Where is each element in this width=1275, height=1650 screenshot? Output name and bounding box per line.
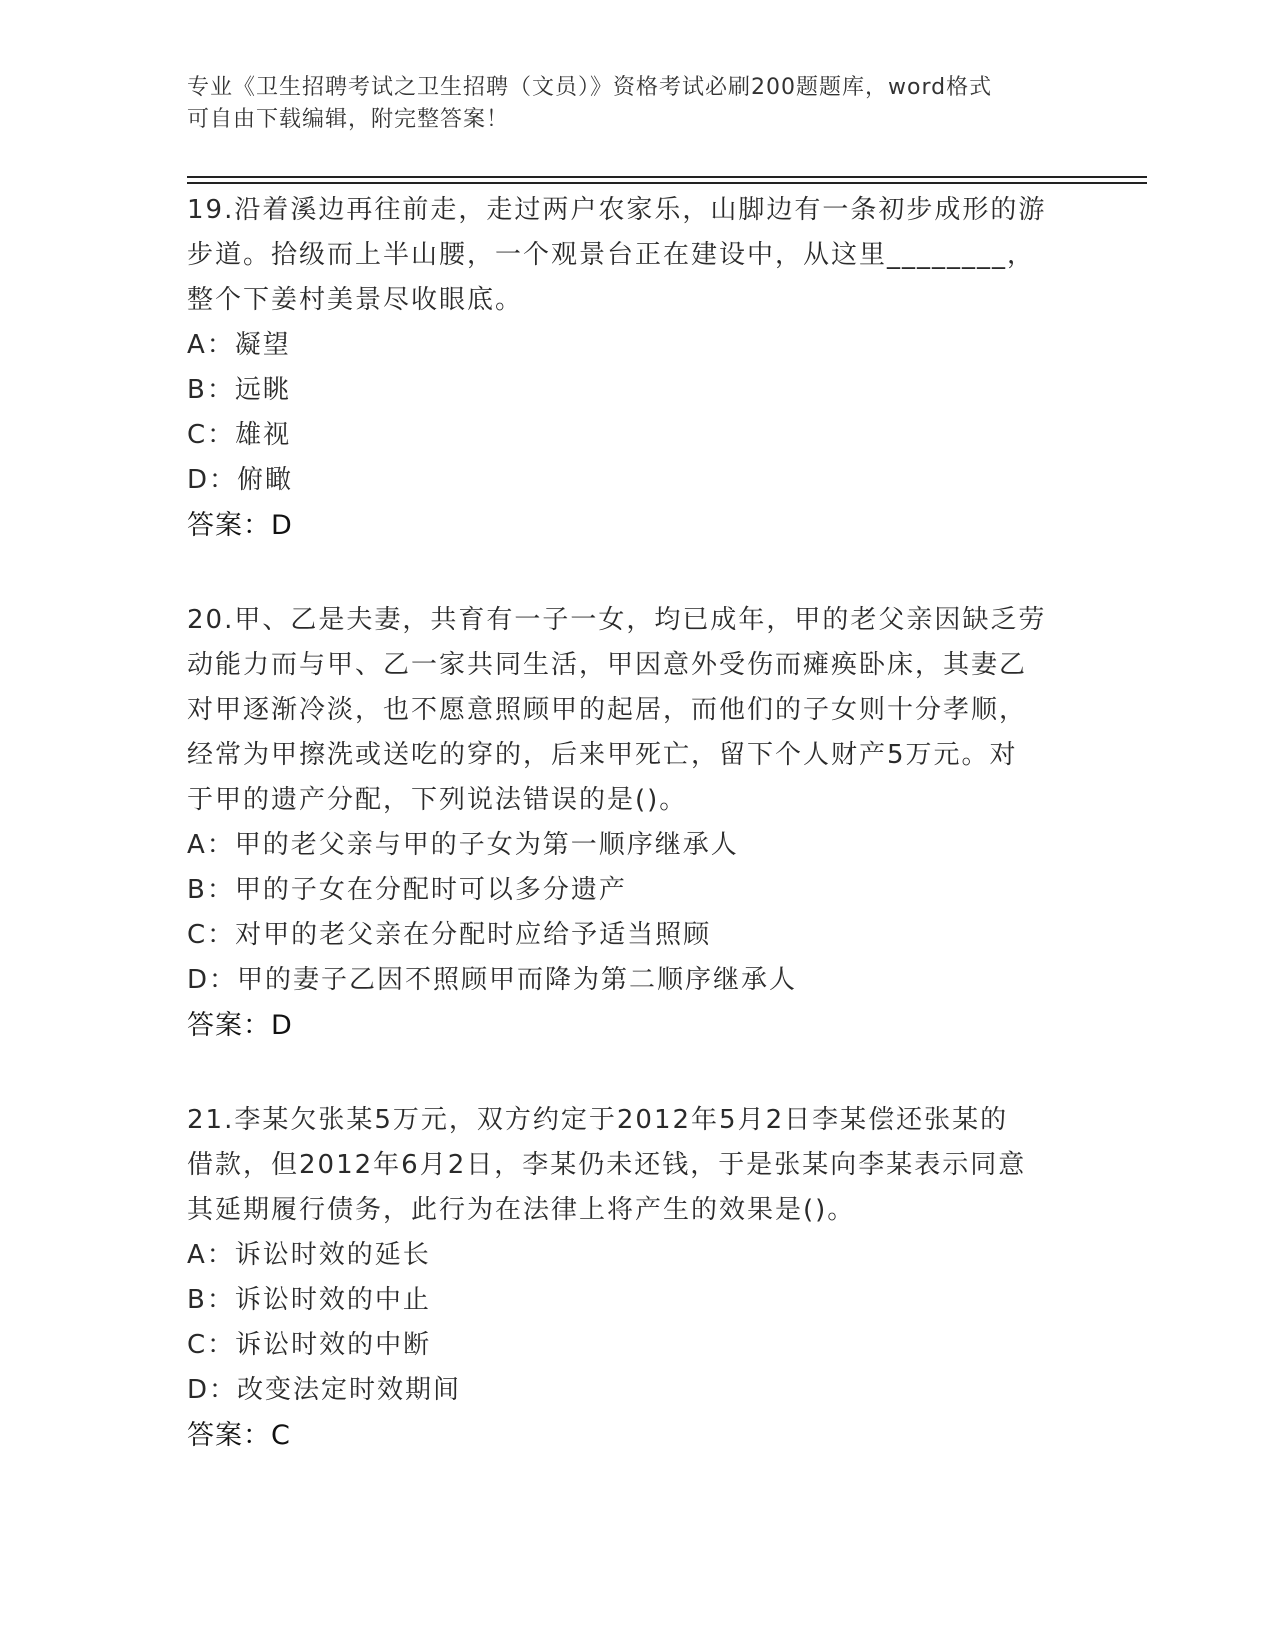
answer: 答案：D [187, 510, 293, 541]
option-c: C：雄视 [187, 420, 292, 450]
option-a: A：诉讼时效的延长 [187, 1240, 431, 1270]
question-stem [187, 598, 1087, 823]
answer: 答案：D [187, 1010, 293, 1041]
option-b: B：远眺 [187, 375, 291, 405]
option-b: B：甲的子女在分配时可以多分遗产 [187, 875, 627, 905]
document-header [187, 72, 1067, 136]
option-c: C：对甲的老父亲在分配时应给予适当照顾 [187, 920, 712, 950]
option-c: C：诉讼时效的中断 [187, 1330, 432, 1360]
header-line-2: 可自由下载编辑，附完整答案！ [187, 107, 510, 132]
question-21 [187, 1098, 1087, 1458]
header-line-1: 专业《卫生招聘考试之卫生招聘（文员）》资格考试必刷200题题库，word格式 [187, 75, 993, 100]
question-stem [187, 1098, 1087, 1233]
question-stem [187, 188, 1087, 323]
question-19 [187, 188, 1087, 548]
option-a: A：甲的老父亲与甲的子女为第一顺序继承人 [187, 830, 739, 860]
option-d: D：俯瞰 [187, 465, 294, 495]
question-20 [187, 598, 1087, 1048]
stem-line: 对甲逐渐冷淡，也不愿意照顾甲的起居，而他们的子女则十分孝顺， [187, 695, 1028, 725]
header-divider-bottom [187, 182, 1147, 184]
header-divider-top [187, 176, 1147, 178]
stem-line: 于甲的遗产分配，下列说法错误的是()。 [187, 785, 688, 815]
stem-line: 步道。拾级而上半山腰，一个观景台正在建设中，从这里________， [187, 240, 1036, 270]
stem-line: 20.甲、乙是夫妻，共育有一子一女，均已成年，甲的老父亲因缺乏劳 [187, 605, 1047, 635]
option-b: B：诉讼时效的中止 [187, 1285, 431, 1315]
stem-line: 21.李某欠张某5万元，双方约定于2012年5月2日李某偿还张某的 [187, 1105, 1009, 1135]
stem-line: 动能力而与甲、乙一家共同生活，甲因意外受伤而瘫痪卧床，其妻乙 [187, 650, 1028, 680]
answer: 答案：C [187, 1420, 291, 1451]
stem-line: 19.沿着溪边再往前走，走过两户农家乐，山脚边有一条初步成形的游 [187, 195, 1047, 225]
option-d: D：甲的妻子乙因不照顾甲而降为第二顺序继承人 [187, 965, 798, 995]
stem-line: 整个下姜村美景尽收眼底。 [187, 285, 524, 315]
stem-line: 其延期履行债务，此行为在法律上将产生的效果是()。 [187, 1195, 856, 1225]
option-a: A：凝望 [187, 330, 291, 360]
stem-line: 借款，但2012年6月2日，李某仍未还钱，于是张某向李某表示同意 [187, 1150, 1027, 1180]
stem-line: 经常为甲擦洗或送吃的穿的，后来甲死亡，留下个人财产5万元。对 [187, 740, 1018, 770]
option-d: D：改变法定时效期间 [187, 1375, 462, 1405]
